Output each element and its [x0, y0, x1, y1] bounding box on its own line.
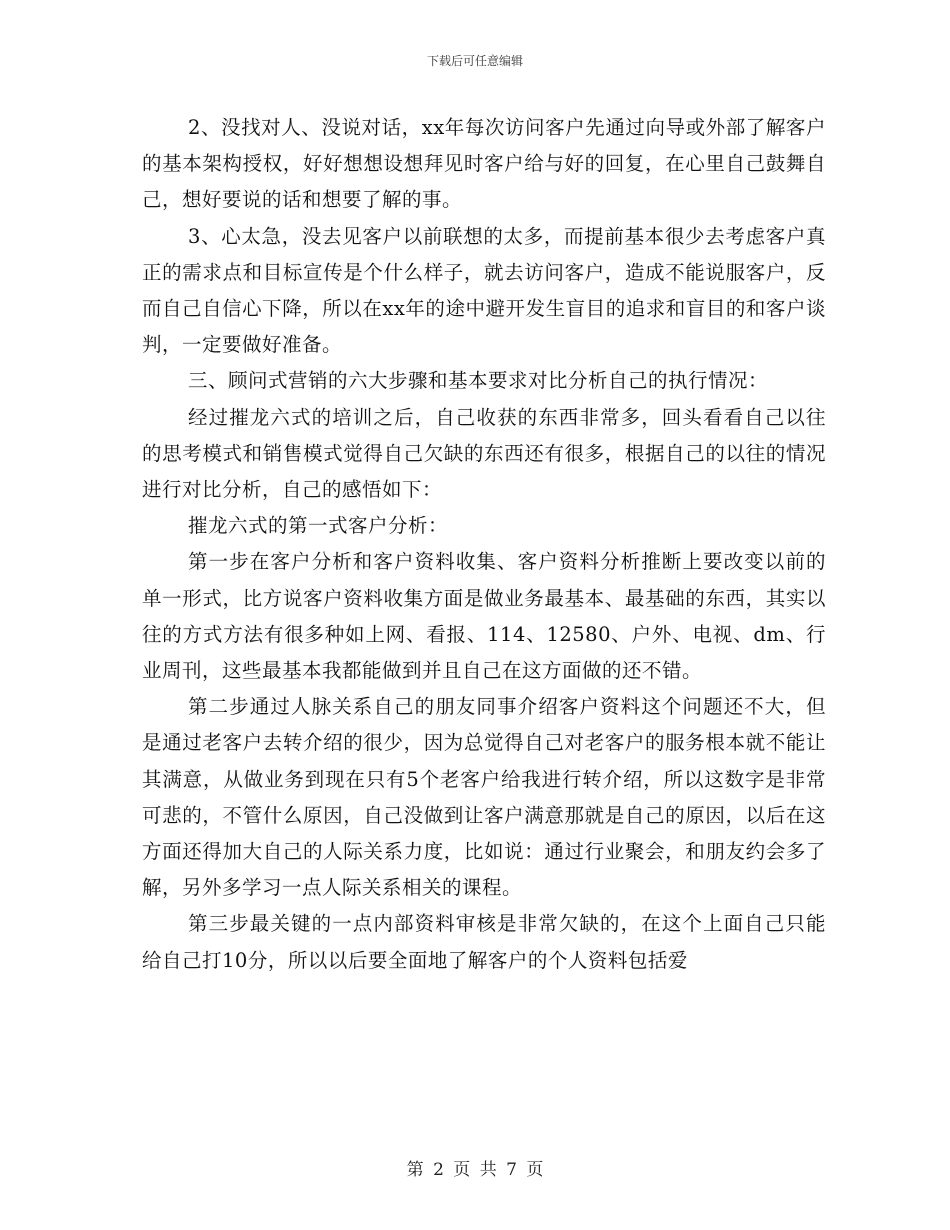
section-heading: 三、顾问式营销的六大步骤和基本要求对比分析自己的执行情况： [188, 369, 769, 393]
paragraph: 经过摧龙六式的培训之后，自己收获的东西非常多，回头看看自己以往的思考模式和销售模式觉得自己欠缺的东西还有很多，根据自己的以往的情况进行对比分析，自己的感悟如下： [142, 405, 826, 502]
paragraph: 第三步最关键的一点内部资料审核是非常欠缺的，在这个上面自己只能给自己打10分，所以以后要全面地了解客户的个人资料包括爱 [142, 912, 826, 972]
subsection-heading: 摧龙六式的第一式客户分析： [188, 514, 449, 538]
paragraph: 第一步在客户分析和客户资料收集、客户资料分析推断上要改变以前的单一形式，比方说客户资料收集方面是做业务最基本、最基础的东西，其实以往的方式方法有很多种如上网、看报、114、12580、户外、电视、dm、行业周刊，这些最基本我都能做到并且自己在这方面做的还不错。 [142, 550, 826, 683]
document-body [142, 110, 826, 979]
paragraph: 3、心太急，没去见客户以前联想的太多，而提前基本很少去考虑客户真正的需求点和目标宣传是个什么样子，就去访问客户，造成不能说服客户，反而自己自信心下降，所以在xx年的途中避开发生盲目的追求和盲目的和客户谈判，一定要做好准备。 [142, 224, 826, 357]
paragraph: 第二步通过人脉关系自己的朋友同事介绍客户资料这个问题还不大，但是通过老客户去转介绍的很少，因为总觉得自己对老客户的服务根本就不能让其满意，从做业务到现在只有5个老客户给我进行转介绍，所以这数字是非常可悲的，不管什么原因，自己没做到让客户满意那就是自己的原因，以后在这方面还得加大自己的人际关系力度，比如说：通过行业聚会，和朋友约会多了解，另外多学习一点人际关系相关的课程。 [142, 695, 826, 900]
page-number: 第 2 页 共 7 页 [406, 1160, 544, 1180]
page-header: 下载后可任意编辑 [426, 54, 523, 68]
paragraph: 2、没找对人、没说对话，xx年每次访问客户先通过向导或外部了解客户的基本架构授权，好好想想设想拜见时客户给与好的回复，在心里自己鼓舞自己，想好要说的话和想要了解的事。 [142, 116, 826, 212]
